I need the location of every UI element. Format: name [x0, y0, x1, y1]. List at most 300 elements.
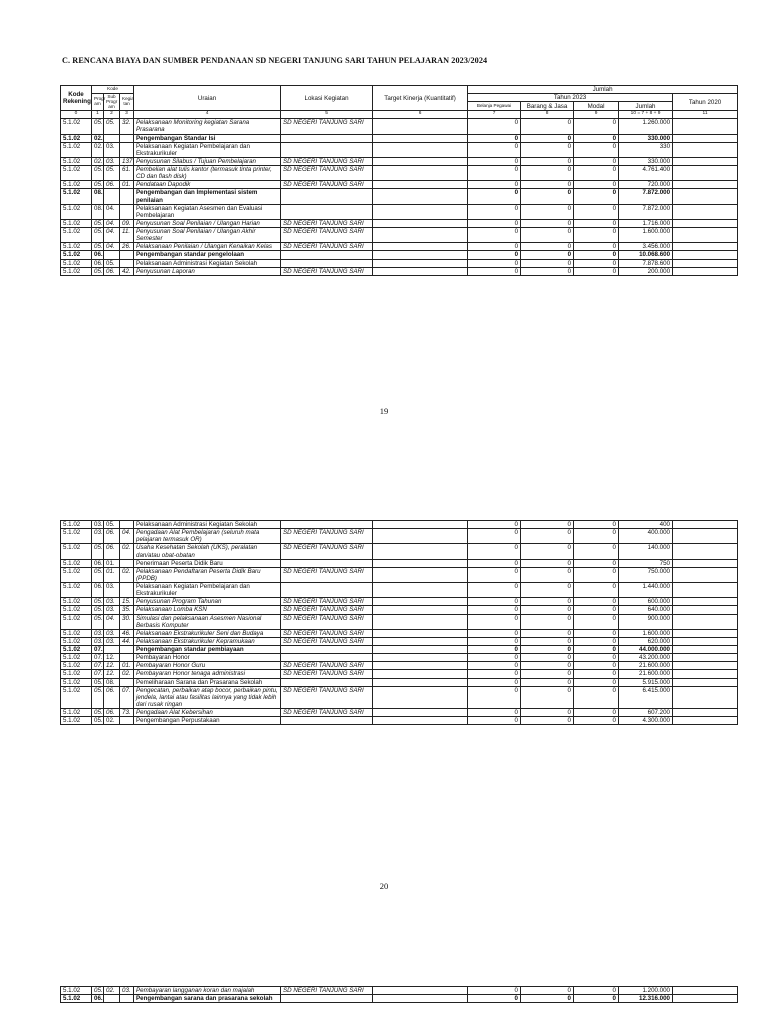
- jumlah-cell: 330: [619, 142, 673, 157]
- belanja-pegawai-cell: 0: [468, 709, 521, 717]
- sub-program-cell: 04.: [104, 204, 120, 219]
- kegiatan-cell: [120, 189, 134, 204]
- barang-jasa-cell: 0: [521, 181, 574, 189]
- barang-jasa-cell: 0: [521, 637, 574, 645]
- sub-program-cell: 06.: [104, 544, 120, 559]
- belanja-pegawai-cell: 0: [468, 717, 521, 725]
- kegiatan-cell: 137: [120, 157, 134, 165]
- kegiatan-cell: 07.: [120, 686, 134, 708]
- kode-rekening-cell: 5.1.02: [61, 606, 92, 614]
- uraian-cell: Pengecatan, perbaikan atap bocor, perbaikan pintu, jendela, lantai atau fasilitas lainnya yang tidak lebih dari rusak ringan: [134, 686, 281, 708]
- modal-cell: 0: [574, 646, 619, 654]
- sub-program-cell: [104, 646, 120, 654]
- modal-cell: 0: [574, 166, 619, 181]
- tahun-2020-cell: [673, 654, 738, 662]
- col-number: 1: [92, 111, 104, 119]
- document-title: C. RENCANA BIAYA DAN SUMBER PENDANAAN SD NEGERI TANJUNG SARI TAHUN PELAJARAN 2023/2024: [62, 56, 488, 65]
- jumlah-cell: 7.872.000: [619, 204, 673, 219]
- modal-cell: 0: [574, 142, 619, 157]
- table-body: [61, 521, 738, 725]
- kegiatan-cell: [120, 259, 134, 267]
- target-cell: [373, 243, 468, 251]
- program-cell: 05.: [92, 598, 104, 606]
- modal-cell: 0: [574, 987, 619, 995]
- program-cell: 05.: [92, 686, 104, 708]
- table-row: [61, 995, 738, 1003]
- lokasi-cell: SD NEGERI TANJUNG SARI: [281, 119, 373, 134]
- uraian-cell: Pembayaran Honor: [134, 654, 281, 662]
- belanja-pegawai-cell: 0: [468, 544, 521, 559]
- modal-cell: 0: [574, 662, 619, 670]
- program-cell: 05.: [92, 267, 104, 275]
- col-number: 3: [120, 111, 134, 119]
- sub-program-cell: 02.: [104, 717, 120, 725]
- target-header: Target Kinerja (Kuantitatif): [373, 86, 468, 111]
- kode-rekening-cell: 5.1.02: [61, 529, 92, 544]
- table-row: [61, 637, 738, 645]
- sub-program-cell: 05.: [104, 119, 120, 134]
- table-row: [61, 251, 738, 259]
- uraian-cell: Pelaksanaan Administrasi Kegiatan Sekolah: [134, 521, 281, 529]
- kode-rekening-header: Kode Rekening: [61, 86, 92, 111]
- uraian-cell: Penyusunan Silabus / Tujuan Pembelajaran: [134, 157, 281, 165]
- sub-program-cell: 12.: [104, 662, 120, 670]
- barang-jasa-cell: 0: [521, 142, 574, 157]
- target-cell: [373, 259, 468, 267]
- sub-program-cell: 06.: [104, 267, 120, 275]
- kegiatan-cell: [120, 559, 134, 567]
- kode-rekening-cell: 5.1.02: [61, 267, 92, 275]
- kegiatan-cell: [120, 995, 134, 1003]
- target-cell: [373, 181, 468, 189]
- belanja-pegawai-cell: 0: [468, 567, 521, 582]
- lokasi-cell: SD NEGERI TANJUNG SARI: [281, 598, 373, 606]
- modal-cell: 0: [574, 228, 619, 243]
- target-cell: [373, 987, 468, 995]
- sub-program-cell: 04.: [104, 614, 120, 629]
- uraian-cell: Pembayaran Honor Guru: [134, 662, 281, 670]
- jumlah-cell: 1.440.000: [619, 583, 673, 598]
- barang-jasa-header: Barang & Jasa: [521, 102, 574, 111]
- table-row: [61, 259, 738, 267]
- sub-program-cell: 01.: [104, 559, 120, 567]
- sub-program-cell: 01.: [104, 567, 120, 582]
- jumlah-cell: 5.915.000: [619, 678, 673, 686]
- lokasi-cell: SD NEGERI TANJUNG SARI: [281, 157, 373, 165]
- target-cell: [373, 166, 468, 181]
- uraian-cell: Pelaksanaan Kegiatan Pembelajaran dan Ekstrakurikuler: [134, 142, 281, 157]
- kegiatan-cell: 02.: [120, 567, 134, 582]
- sub-program-cell: 12.: [104, 670, 120, 678]
- jumlah-cell: 750: [619, 559, 673, 567]
- tahun-2020-cell: [673, 987, 738, 995]
- col-number: 11: [673, 111, 738, 119]
- uraian-cell: Pengembangan Perpustakaan: [134, 717, 281, 725]
- lokasi-cell: SD NEGERI TANJUNG SARI: [281, 166, 373, 181]
- table-body: [61, 987, 738, 1003]
- barang-jasa-cell: 0: [521, 544, 574, 559]
- sub-program-cell: 03.: [104, 637, 120, 645]
- sub-program-cell: 03.: [104, 157, 120, 165]
- jumlah-cell: 900.000: [619, 614, 673, 629]
- belanja-pegawai-cell: 0: [468, 243, 521, 251]
- budget-table-page-21: [60, 986, 738, 1003]
- table-row: [61, 529, 738, 544]
- kode-rekening-cell: 5.1.02: [61, 559, 92, 567]
- jumlah-cell: 400.000: [619, 529, 673, 544]
- barang-jasa-cell: 0: [521, 629, 574, 637]
- tahun-2020-cell: [673, 219, 738, 227]
- program-cell: 05.: [92, 243, 104, 251]
- tahun-2020-cell: [673, 606, 738, 614]
- program-cell: 06.: [92, 559, 104, 567]
- barang-jasa-cell: 0: [521, 267, 574, 275]
- kegiatan-cell: [120, 251, 134, 259]
- uraian-cell: Pembayaran langganan koran dan majalah: [134, 987, 281, 995]
- kegiatan-cell: 01.: [120, 181, 134, 189]
- jumlah-cell: 600.000: [619, 598, 673, 606]
- col-number: 4: [134, 111, 281, 119]
- modal-cell: 0: [574, 567, 619, 582]
- tahun-2020-cell: [673, 559, 738, 567]
- jumlah-cell: 620.000: [619, 637, 673, 645]
- lokasi-cell: SD NEGERI TANJUNG SARI: [281, 686, 373, 708]
- sub-program-cell: 03.: [104, 583, 120, 598]
- table-row: [61, 606, 738, 614]
- uraian-cell: Pengembangan standar pengelolaan: [134, 251, 281, 259]
- target-cell: [373, 134, 468, 142]
- belanja-pegawai-cell: 0: [468, 267, 521, 275]
- program-cell: 05.: [92, 228, 104, 243]
- table-row: [61, 678, 738, 686]
- program-cell: 06.: [92, 251, 104, 259]
- belanja-pegawai-cell: 0: [468, 181, 521, 189]
- kode-rekening-cell: 5.1.02: [61, 521, 92, 529]
- kegiatan-cell: 46.: [120, 629, 134, 637]
- col-number: 5: [281, 111, 373, 119]
- barang-jasa-cell: 0: [521, 529, 574, 544]
- program-cell: 05.: [92, 166, 104, 181]
- program-cell: 07.: [92, 662, 104, 670]
- table-body: [61, 119, 738, 276]
- kode-rekening-cell: 5.1.02: [61, 717, 92, 725]
- target-cell: [373, 598, 468, 606]
- kegiatan-cell: [120, 583, 134, 598]
- kode-rekening-cell: 5.1.02: [61, 654, 92, 662]
- belanja-pegawai-cell: 0: [468, 259, 521, 267]
- jumlah-cell: 1.260.000: [619, 119, 673, 134]
- lokasi-cell: [281, 251, 373, 259]
- belanja-pegawai-cell: 0: [468, 142, 521, 157]
- table-row: [61, 987, 738, 995]
- lokasi-cell: [281, 259, 373, 267]
- uraian-cell: Penyusunan Soal Penilaian / Ulangan Harian: [134, 219, 281, 227]
- jumlah-cell: 330.000: [619, 134, 673, 142]
- barang-jasa-cell: 0: [521, 995, 574, 1003]
- kegiatan-cell: [120, 142, 134, 157]
- modal-cell: 0: [574, 251, 619, 259]
- modal-cell: 0: [574, 629, 619, 637]
- target-cell: [373, 189, 468, 204]
- tahun-2020-cell: [673, 529, 738, 544]
- barang-jasa-cell: 0: [521, 717, 574, 725]
- kegiatan-cell: 30.: [120, 614, 134, 629]
- jumlah-cell: 1.600.000: [619, 228, 673, 243]
- lokasi-cell: SD NEGERI TANJUNG SARI: [281, 606, 373, 614]
- jumlah-cell: 400: [619, 521, 673, 529]
- tahun-2020-cell: [673, 583, 738, 598]
- uraian-cell: Simulasi dan pelaksanaan Asesmen Nasional Berbasis Komputer: [134, 614, 281, 629]
- tahun-2020-cell: [673, 228, 738, 243]
- kode-rekening-cell: 5.1.02: [61, 614, 92, 629]
- program-cell: 06.: [92, 259, 104, 267]
- belanja-pegawai-cell: 0: [468, 529, 521, 544]
- modal-cell: 0: [574, 598, 619, 606]
- uraian-cell: Pengembangan dan Implementasi sistem penilaian: [134, 189, 281, 204]
- table-row: [61, 157, 738, 165]
- table-row: [61, 717, 738, 725]
- table-row: [61, 228, 738, 243]
- jumlah-cell: 10.068.600: [619, 251, 673, 259]
- sub-program-cell: 06.: [104, 709, 120, 717]
- barang-jasa-cell: 0: [521, 662, 574, 670]
- lokasi-cell: [281, 142, 373, 157]
- lokasi-header: Lokasi Kegiatan: [281, 86, 373, 111]
- lokasi-cell: [281, 189, 373, 204]
- tahun-2020-cell: [673, 614, 738, 629]
- sub-program-header: Sub Progr am: [104, 94, 120, 111]
- uraian-cell: Pelaksanaan Ekstrakurikuler Seni dan Budaya: [134, 629, 281, 637]
- kode-rekening-cell: 5.1.02: [61, 142, 92, 157]
- sub-program-cell: [104, 995, 120, 1003]
- kegiatan-cell: 15.: [120, 598, 134, 606]
- jumlah-cell: 1.716.000: [619, 219, 673, 227]
- target-cell: [373, 709, 468, 717]
- modal-cell: 0: [574, 119, 619, 134]
- sub-program-cell: 03.: [104, 629, 120, 637]
- kode-rekening-cell: 5.1.02: [61, 181, 92, 189]
- kode-rekening-cell: 5.1.02: [61, 987, 92, 995]
- belanja-pegawai-cell: 0: [468, 228, 521, 243]
- lokasi-cell: SD NEGERI TANJUNG SARI: [281, 181, 373, 189]
- modal-cell: 0: [574, 686, 619, 708]
- kegiatan-cell: [120, 646, 134, 654]
- sub-program-cell: 05.: [104, 521, 120, 529]
- sub-program-cell: 03.: [104, 598, 120, 606]
- target-cell: [373, 529, 468, 544]
- kode-rekening-cell: 5.1.02: [61, 709, 92, 717]
- uraian-cell: Pengembangan standar pembiayaan: [134, 646, 281, 654]
- barang-jasa-cell: 0: [521, 709, 574, 717]
- sub-program-cell: 03.: [104, 142, 120, 157]
- belanja-pegawai-cell: 0: [468, 637, 521, 645]
- tahun-2020-cell: [673, 544, 738, 559]
- jumlah-sub-header: Jumlah: [619, 102, 673, 111]
- modal-cell: 0: [574, 181, 619, 189]
- program-cell: 05.: [92, 567, 104, 582]
- tahun-2020-cell: [673, 670, 738, 678]
- jumlah-cell: 7.878.600: [619, 259, 673, 267]
- barang-jasa-cell: 0: [521, 134, 574, 142]
- tahun-2020-cell: [673, 567, 738, 582]
- kegiatan-cell: 35.: [120, 606, 134, 614]
- kode-rekening-cell: 5.1.02: [61, 228, 92, 243]
- modal-header: Modal: [574, 102, 619, 111]
- lokasi-cell: SD NEGERI TANJUNG SARI: [281, 637, 373, 645]
- target-cell: [373, 267, 468, 275]
- uraian-cell: Penerimaan Peserta Didik Baru: [134, 559, 281, 567]
- uraian-cell: Penyusunan Program Tahunan: [134, 598, 281, 606]
- jumlah-cell: 750.000: [619, 567, 673, 582]
- modal-cell: 0: [574, 259, 619, 267]
- program-cell: 03.: [92, 521, 104, 529]
- target-cell: [373, 678, 468, 686]
- modal-cell: 0: [574, 529, 619, 544]
- uraian-cell: Pelaksanaan Ekstrakurikuler Kepramukaan: [134, 637, 281, 645]
- table-row: [61, 267, 738, 275]
- kode-rekening-cell: 5.1.02: [61, 637, 92, 645]
- barang-jasa-cell: 0: [521, 614, 574, 629]
- uraian-cell: Pelaksanaan Penilaian / Ulangan Kenaikan Kelas: [134, 243, 281, 251]
- table-row: [61, 567, 738, 582]
- table-row: [61, 686, 738, 708]
- barang-jasa-cell: 0: [521, 678, 574, 686]
- tahun-2020-cell: [673, 259, 738, 267]
- tahun-2020-cell: [673, 251, 738, 259]
- target-cell: [373, 204, 468, 219]
- sub-program-cell: 06.: [104, 686, 120, 708]
- lokasi-cell: [281, 559, 373, 567]
- modal-cell: 0: [574, 614, 619, 629]
- belanja-pegawai-cell: 0: [468, 654, 521, 662]
- table-row: [61, 142, 738, 157]
- lokasi-cell: [281, 583, 373, 598]
- modal-cell: 0: [574, 267, 619, 275]
- barang-jasa-cell: 0: [521, 646, 574, 654]
- target-cell: [373, 544, 468, 559]
- jumlah-cell: 43.200.000: [619, 654, 673, 662]
- modal-cell: 0: [574, 678, 619, 686]
- kegiatan-cell: [120, 717, 134, 725]
- jumlah-cell: 3.456.000: [619, 243, 673, 251]
- modal-cell: 0: [574, 709, 619, 717]
- kegiatan-cell: [120, 654, 134, 662]
- tahun-2020-cell: [673, 686, 738, 708]
- lokasi-cell: [281, 521, 373, 529]
- tahun-2020-cell: [673, 157, 738, 165]
- uraian-cell: Pelaksanaan Lomba KSN: [134, 606, 281, 614]
- uraian-cell: Pelaksanaan Monitoring kegiatan Sarana Prasarana: [134, 119, 281, 134]
- target-cell: [373, 662, 468, 670]
- jumlah-cell: 1.600.000: [619, 629, 673, 637]
- tahun-2020-cell: [673, 629, 738, 637]
- target-cell: [373, 142, 468, 157]
- program-cell: 02.: [92, 157, 104, 165]
- tahun-2020-header: Tahun 2020: [673, 94, 738, 111]
- program-cell: 05.: [92, 544, 104, 559]
- table-row: [61, 614, 738, 629]
- kode-rekening-cell: 5.1.02: [61, 544, 92, 559]
- kegiatan-cell: [120, 678, 134, 686]
- modal-cell: 0: [574, 204, 619, 219]
- uraian-cell: Penyusunan Laporan: [134, 267, 281, 275]
- table-row: [61, 583, 738, 598]
- target-cell: [373, 228, 468, 243]
- uraian-header: Uraian: [134, 86, 281, 111]
- table-row: [61, 598, 738, 606]
- program-cell: 06.: [92, 995, 104, 1003]
- program-cell: 07.: [92, 654, 104, 662]
- program-cell: 03.: [92, 637, 104, 645]
- lokasi-cell: [281, 717, 373, 725]
- uraian-cell: Pelaksanaan Kegiatan Pembelajaran dan Ekstrakurikuler: [134, 583, 281, 598]
- barang-jasa-cell: 0: [521, 583, 574, 598]
- program-cell: 05.: [92, 987, 104, 995]
- kegiatan-header: Kegia tan: [120, 94, 134, 111]
- sub-program-cell: 04.: [104, 228, 120, 243]
- sub-program-cell: 05.: [104, 166, 120, 181]
- target-cell: [373, 219, 468, 227]
- modal-cell: 0: [574, 219, 619, 227]
- page-number: 20: [379, 881, 389, 891]
- tahun-2020-cell: [673, 189, 738, 204]
- belanja-pegawai-cell: 0: [468, 157, 521, 165]
- target-cell: [373, 251, 468, 259]
- modal-cell: 0: [574, 654, 619, 662]
- kegiatan-cell: 42.: [120, 267, 134, 275]
- tahun-2020-cell: [673, 134, 738, 142]
- barang-jasa-cell: 0: [521, 521, 574, 529]
- kode-rekening-cell: 5.1.02: [61, 119, 92, 134]
- lokasi-cell: SD NEGERI TANJUNG SARI: [281, 544, 373, 559]
- jumlah-cell: 607.200: [619, 709, 673, 717]
- kegiatan-cell: 02.: [120, 544, 134, 559]
- belanja-pegawai-header: Belanja Pegawai: [468, 102, 521, 111]
- table-row: [61, 204, 738, 219]
- uraian-cell: Penyusunan Soal Penilaian / Ulangan Akhir Semester: [134, 228, 281, 243]
- uraian-cell: Pelaksanaan Pendaftaran Peserta Didik Baru (PPDB): [134, 567, 281, 582]
- lokasi-cell: SD NEGERI TANJUNG SARI: [281, 228, 373, 243]
- tahun-2020-cell: [673, 204, 738, 219]
- table-row: [61, 219, 738, 227]
- program-cell: 05.: [92, 709, 104, 717]
- col-number: 10 = 7 + 8 + 9: [619, 111, 673, 119]
- belanja-pegawai-cell: 0: [468, 995, 521, 1003]
- jumlah-cell: 200.000: [619, 267, 673, 275]
- modal-cell: 0: [574, 583, 619, 598]
- col-number: 7: [468, 111, 521, 119]
- kode-rekening-cell: 5.1.02: [61, 259, 92, 267]
- barang-jasa-cell: 0: [521, 559, 574, 567]
- target-cell: [373, 606, 468, 614]
- kegiatan-cell: [120, 204, 134, 219]
- modal-cell: 0: [574, 521, 619, 529]
- belanja-pegawai-cell: 0: [468, 678, 521, 686]
- target-cell: [373, 629, 468, 637]
- lokasi-cell: SD NEGERI TANJUNG SARI: [281, 567, 373, 582]
- barang-jasa-cell: 0: [521, 606, 574, 614]
- kode-rekening-cell: 5.1.02: [61, 629, 92, 637]
- kode-rekening-cell: 5.1.02: [61, 219, 92, 227]
- belanja-pegawai-cell: 0: [468, 614, 521, 629]
- barang-jasa-cell: 0: [521, 166, 574, 181]
- jumlah-cell: 330.000: [619, 157, 673, 165]
- jumlah-cell: 640.000: [619, 606, 673, 614]
- tahun-2020-cell: [673, 646, 738, 654]
- kegiatan-cell: 61.: [120, 166, 134, 181]
- barang-jasa-cell: 0: [521, 219, 574, 227]
- barang-jasa-cell: 0: [521, 259, 574, 267]
